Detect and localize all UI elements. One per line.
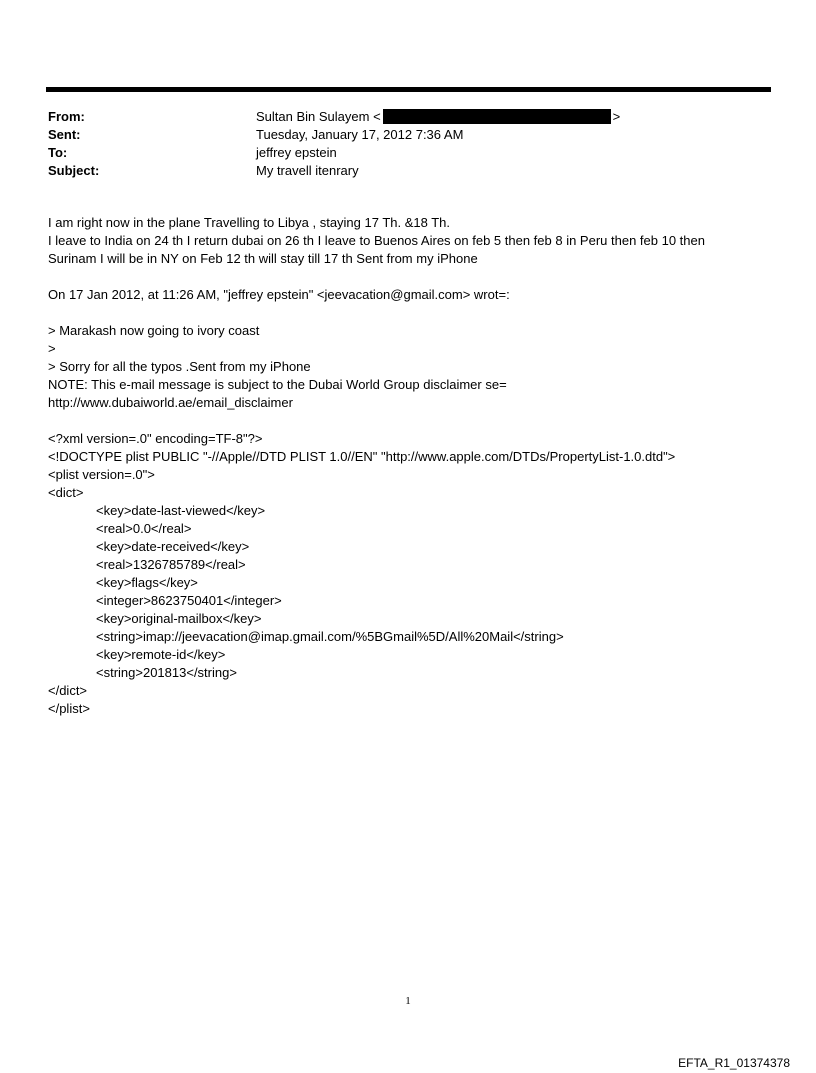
quoted-line: > xyxy=(48,341,56,356)
xml-line: <key>original-mailbox</key> xyxy=(96,611,262,626)
xml-line: <plist version=.0"> xyxy=(48,467,155,482)
disclaimer-link: http://www.dubaiworld.ae/email_disclaimer xyxy=(48,395,293,410)
xml-line: <real>0.0</real> xyxy=(96,521,192,536)
xml-line: <key>remote-id</key> xyxy=(96,647,226,662)
xml-line: <dict> xyxy=(48,485,84,500)
body-line: I leave to India on 24 th I return dubai on 26 th I leave to Buenos Aires on feb 5 then feb 8 in Peru then feb 10 then xyxy=(48,233,705,248)
from-open-bracket: < xyxy=(373,109,381,124)
to-label: To: xyxy=(48,145,68,160)
from-close-bracket: > xyxy=(612,109,621,124)
body-line: Surinam I will be in NY on Feb 12 th will stay till 17 th Sent from my iPhone xyxy=(48,251,478,266)
document-id: EFTA_R1_01374378 xyxy=(678,1056,790,1070)
to-value: jeffrey epstein xyxy=(256,145,337,160)
sent-value: Tuesday, January 17, 2012 7:36 AM xyxy=(256,127,464,142)
xml-line: <integer>8623750401</integer> xyxy=(96,593,282,608)
quoted-line: > Marakash now going to ivory coast xyxy=(48,323,260,338)
disclaimer-note: NOTE: This e-mail message is subject to the Dubai World Group disclaimer se= xyxy=(48,377,507,392)
subject-label: Subject: xyxy=(48,163,100,178)
body-line: I am right now in the plane Travelling to Libya , staying 17 Th. &18 Th. xyxy=(48,215,451,230)
xml-line: <key>date-last-viewed</key> xyxy=(96,503,266,518)
header-rule xyxy=(46,87,771,92)
xml-line: </plist> xyxy=(48,701,90,716)
sent-label: Sent: xyxy=(48,127,81,142)
xml-line: <key>date-received</key> xyxy=(96,539,250,554)
email-body xyxy=(48,214,768,718)
xml-line: <string>201813</string> xyxy=(96,665,237,680)
from-name: Sultan Bin Sulayem xyxy=(256,109,370,124)
xml-line: </dict> xyxy=(48,683,88,698)
page-number: 1 xyxy=(405,995,411,1007)
from-value xyxy=(256,108,620,126)
quote-header: On 17 Jan 2012, at 11:26 AM, "jeffrey epstein" <jeevacation@gmail.com> wrot=: xyxy=(48,287,510,302)
xml-line: <?xml version=.0" encoding=TF-8"?> xyxy=(48,431,263,446)
xml-line: <real>1326785789</real> xyxy=(96,557,246,572)
xml-line: <!DOCTYPE plist PUBLIC "-//Apple//DTD PLIST 1.0//EN" "http://www.apple.com/DTDs/PropertyList-1.0.dtd"> xyxy=(48,449,676,464)
subject-value: My travell itenrary xyxy=(256,163,359,178)
quoted-line: > Sorry for all the typos .Sent from my iPhone xyxy=(48,359,311,374)
redaction-box xyxy=(383,109,611,124)
xml-line: <key>flags</key> xyxy=(96,575,198,590)
xml-line: <string>imap://jeevacation@imap.gmail.com/%5BGmail%5D/All%20Mail</string> xyxy=(96,629,564,644)
from-label: From: xyxy=(48,109,85,124)
